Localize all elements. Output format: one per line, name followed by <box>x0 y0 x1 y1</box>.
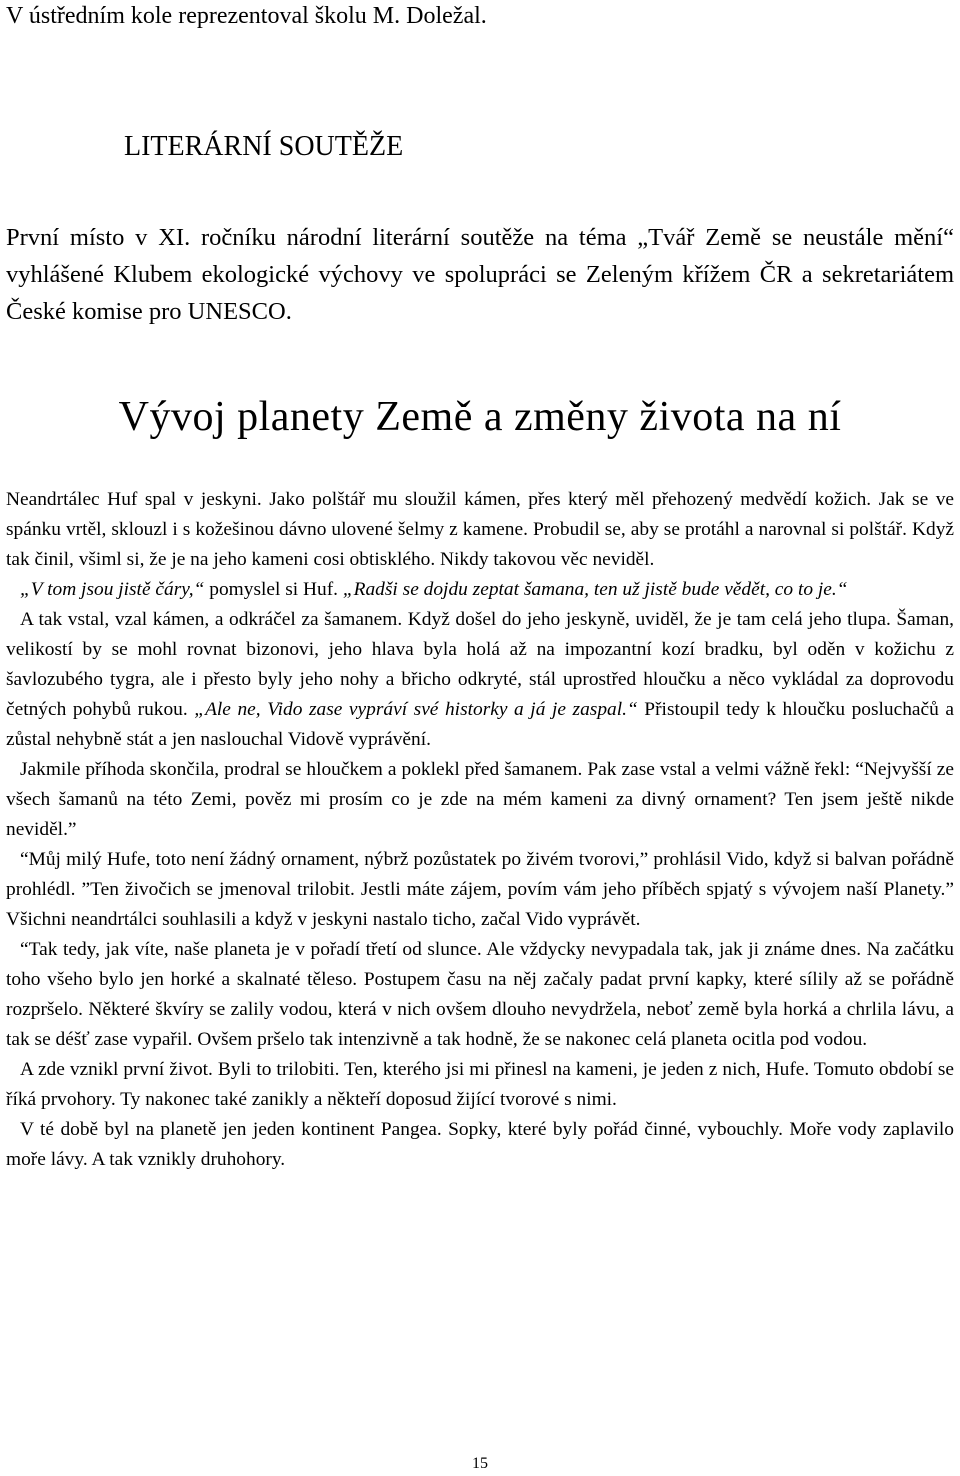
story-paragraph-4: Jakmile příhoda skončila, prodral se hloučkem a poklekl před šamanem. Pak zase vstal a velmi vážně řekl: “Nejvyšší ze všech šamanů na této Zemi, pověz mi prosím co je zde na mém kameni za divný ornament? Ten jsem ještě nikde neviděl.” <box>6 759 954 840</box>
story-paragraph-6: “Tak tedy, jak víte, naše planeta je v pořadí třetí od slunce. Ale vždycky nevypadala tak, jak ji známe dnes. Na začátku toho všeho bylo jen horké a skalnaté těleso. Postupem času na něj začaly padat první kapky, které sílily až se pořádně rozpršelo. Některé škvíry se zalily vodou, která v nich ovšem dlouho nevydržela, neboť země byla horká a chrlila lávu, a tak se déšť zase vypařil. Ovšem pršelo tak intenzivně a tak hodně, že se nakonec celá planeta ocitla pod vodou. <box>6 939 954 1050</box>
narration-text: Přistoupil tedy k hloučku posluchačů a zůstal nehybně stát a jen naslouchal Vidově vyprávění. <box>6 699 954 750</box>
story-title: Vývoj planety Země a změny života na ní <box>118 394 842 440</box>
story-paragraph-8: V té době byl na planetě jen jeden kontinent Pangea. Sopky, které byly pořád činné, vybouchly. Moře vody zaplavilo moře lávy. A tak vznikly druhohory. <box>6 1119 954 1170</box>
thought-quote-3: „Ale ne, Vido zase vypráví své historky a já je zaspal.“ <box>194 699 638 720</box>
story-paragraph-7: A zde vznikl první život. Byli to trilobiti. Ten, kterého jsi mi přinesl na kameni, je jeden z nich, Hufe. Tomuto období se říká prvohory. Ty nakonec také zanikly a někteří doposud žijící tvorové s nimi. <box>6 1059 954 1110</box>
competition-announcement: První místo v XI. ročníku národní literární soutěže na téma „Tvář Země se neustále mění“ vyhlášené Klubem ekologické výchovy ve spolupráci se Zeleným křížem ČR a sekretariátem České komise pro UNESCO. <box>6 224 954 325</box>
narration-text: A tak vstal, vzal kámen, a odkráčel za šamanem. Když došel do jeho jeskyně, uviděl, že je tam celá jeho tlupa. Šaman, velikostí by se mohl rovnat bizonovi, jeho hlava byla holá až na impozantní kozí bradku, byl oděn v kožichu z šavlozubého tygra, ale i přesto byly jeho nohy a břicho odkryté, stál uprostřed hloučku a něco vykládal za doprovodu četných pohybů rukou. <box>6 609 954 720</box>
story-body <box>6 485 954 1175</box>
thought-quote-1: „V tom jsou jistě čáry,“ <box>20 579 205 600</box>
section-heading: LITERÁRNÍ SOUTĚŽE <box>124 131 404 162</box>
intro-line: V ústředním kole reprezentoval školu M. Doležal. <box>6 3 487 29</box>
page-number: 15 <box>472 1455 488 1472</box>
thought-quote-2: „Radši se dojdu zeptat šamana, ten už jistě bude vědět, co to je.“ <box>342 579 848 600</box>
story-paragraph-1: Neandrtálec Huf spal v jeskyni. Jako polštář mu sloužil kámen, přes který měl přehozený medvědí kožich. Jak se ve spánku vrtěl, sklouzl i s kožešinou dávno ulovené šelmy z kamene. Probudil se, aby se protáhl a narovnal si polštář. Když tak činil, všiml si, že je na jeho kameni cosi obtisklého. Nikdy takovou věc neviděl. <box>6 489 954 570</box>
story-paragraph-2 <box>6 575 954 605</box>
story-paragraph-3 <box>6 605 954 755</box>
narration-text: pomyslel si Huf. <box>204 579 343 600</box>
story-paragraph-5: “Můj milý Hufe, toto není žádný ornament, nýbrž pozůstatek po živém tvorovi,” prohlásil Vido, když si balvan pořádně prohlédl. ”Ten živočich se jmenoval trilobit. Jestli máte zájem, povím vám jeho příběch spjatý s vývojem naší Planety.” Všichni neandrtálci souhlasili a když v jeskyni nastalo ticho, začal Vido vyprávět. <box>6 849 954 930</box>
